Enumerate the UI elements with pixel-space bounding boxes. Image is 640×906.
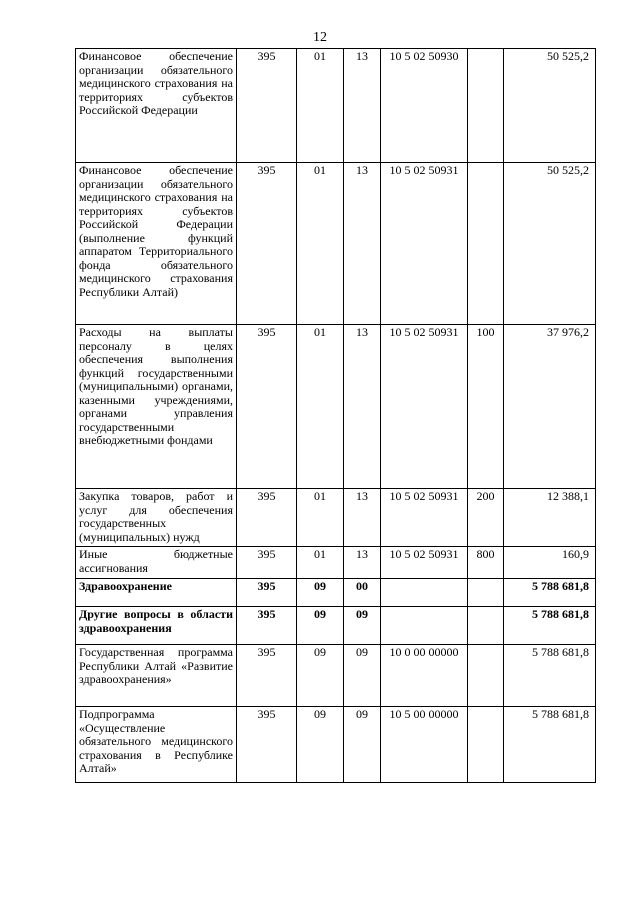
row-amount: 5 788 681,8 <box>504 607 596 645</box>
row-name: Финансовое обеспечение организации обязательного медицинского страхования на территориях субъектов Российской Федерации <box>76 49 237 163</box>
row-subsection: 13 <box>344 325 381 489</box>
table-row <box>76 163 596 325</box>
row-subsection: 00 <box>344 579 381 607</box>
budget-table-body <box>76 49 596 783</box>
row-expense-type: 800 <box>468 547 504 579</box>
row-name: Подпрограмма «Осуществление обязательного медицинского страхования в Республике Алтай» <box>76 707 237 783</box>
row-target-article <box>381 579 468 607</box>
row-target-article: 10 5 02 50931 <box>381 163 468 325</box>
page-number: 12 <box>313 30 327 45</box>
row-section: 09 <box>297 607 344 645</box>
row-amount: 160,9 <box>504 547 596 579</box>
table-row <box>76 607 596 645</box>
row-subsection: 09 <box>344 707 381 783</box>
row-expense-type: 100 <box>468 325 504 489</box>
table-row <box>76 49 596 163</box>
row-amount: 50 525,2 <box>504 49 596 163</box>
row-target-article <box>381 607 468 645</box>
row-target-article: 10 5 02 50931 <box>381 325 468 489</box>
row-target-article: 10 5 02 50930 <box>381 49 468 163</box>
row-subsection: 13 <box>344 489 381 547</box>
row-amount: 12 388,1 <box>504 489 596 547</box>
row-expense-type <box>468 49 504 163</box>
row-target-article: 10 5 02 50931 <box>381 489 468 547</box>
table-row <box>76 645 596 707</box>
table-row <box>76 325 596 489</box>
row-admin-code: 395 <box>237 489 297 547</box>
row-name: Иные бюджетные ассигнования <box>76 547 237 579</box>
row-expense-type: 200 <box>468 489 504 547</box>
row-subsection: 13 <box>344 49 381 163</box>
table-row <box>76 489 596 547</box>
row-section: 01 <box>297 163 344 325</box>
row-target-article: 10 0 00 00000 <box>381 645 468 707</box>
row-admin-code: 395 <box>237 163 297 325</box>
table-row <box>76 547 596 579</box>
row-amount: 5 788 681,8 <box>504 707 596 783</box>
table-row <box>76 707 596 783</box>
row-section: 09 <box>297 645 344 707</box>
row-admin-code: 395 <box>237 645 297 707</box>
row-expense-type <box>468 707 504 783</box>
row-admin-code: 395 <box>237 607 297 645</box>
row-expense-type <box>468 645 504 707</box>
row-subsection: 13 <box>344 547 381 579</box>
row-admin-code: 395 <box>237 49 297 163</box>
row-name: Расходы на выплаты персоналу в целях обеспечения выполнения функций государственными (муниципальными) органами, казенными учреждениями, органами управления государственными внебюджетными фондами <box>76 325 237 489</box>
row-amount: 50 525,2 <box>504 163 596 325</box>
row-amount: 5 788 681,8 <box>504 579 596 607</box>
row-subsection: 13 <box>344 163 381 325</box>
row-section: 09 <box>297 579 344 607</box>
table-row <box>76 579 596 607</box>
row-expense-type <box>468 163 504 325</box>
row-section: 01 <box>297 325 344 489</box>
row-expense-type <box>468 579 504 607</box>
row-name: Закупка товаров, работ и услуг для обеспечения государственных (муниципальных) нужд <box>76 489 237 547</box>
budget-table <box>75 48 596 783</box>
row-target-article: 10 5 02 50931 <box>381 547 468 579</box>
row-name: Государственная программа Республики Алтай «Развитие здравоохранения» <box>76 645 237 707</box>
row-section: 01 <box>297 489 344 547</box>
row-name: Другие вопросы в области здравоохранения <box>76 607 237 645</box>
row-name: Финансовое обеспечение организации обязательного медицинского страхования на территориях субъектов Российской Федерации (выполнение функций аппаратом Территориального фонда обязательного медицинского страхования Республики Алтай) <box>76 163 237 325</box>
row-admin-code: 395 <box>237 707 297 783</box>
row-target-article: 10 5 00 00000 <box>381 707 468 783</box>
row-subsection: 09 <box>344 607 381 645</box>
row-expense-type <box>468 607 504 645</box>
row-amount: 5 788 681,8 <box>504 645 596 707</box>
row-subsection: 09 <box>344 645 381 707</box>
row-name: Здравоохранение <box>76 579 237 607</box>
row-admin-code: 395 <box>237 325 297 489</box>
row-admin-code: 395 <box>237 547 297 579</box>
row-section: 09 <box>297 707 344 783</box>
row-admin-code: 395 <box>237 579 297 607</box>
row-amount: 37 976,2 <box>504 325 596 489</box>
row-section: 01 <box>297 547 344 579</box>
row-section: 01 <box>297 49 344 163</box>
